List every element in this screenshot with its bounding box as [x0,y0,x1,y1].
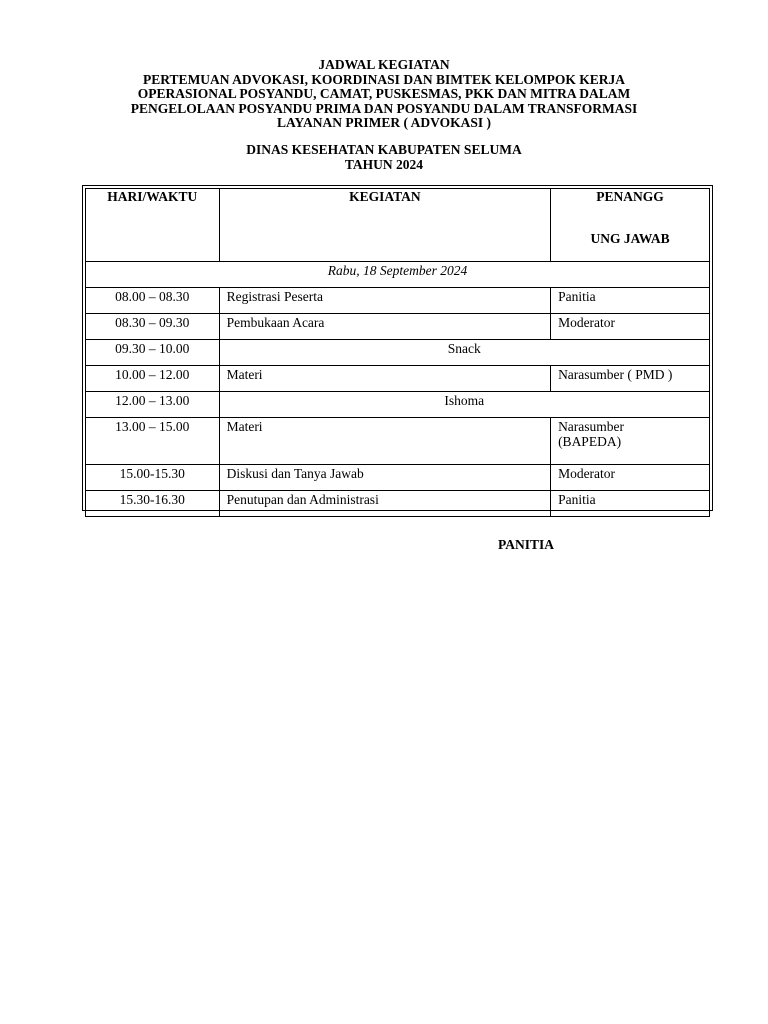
responsible-cell: Moderator [551,314,710,340]
header-responsible-part1: PENANGG [596,189,664,204]
date-row [86,262,710,288]
time-cell: 15.00-15.30 [86,465,220,491]
document-title [80,58,688,131]
header-responsible-part2: UNG JAWAB [590,231,670,246]
table-row [86,465,710,491]
activity-cell: Registrasi Peserta [219,288,550,314]
table-row [86,340,710,366]
time-cell: 08.30 – 09.30 [86,314,220,340]
activity-cell: Materi [219,366,550,392]
table-row [86,418,710,465]
title-line: OPERASIONAL POSYANDU, CAMAT, PUSKESMAS, PKK DAN MITRA DALAM [137,86,631,102]
activity-cell: Pembukaan Acara [219,314,550,340]
responsible-cell: Panitia [551,288,710,314]
responsible-cell: Panitia [551,491,710,517]
table-row [86,288,710,314]
header-activity: KEGIATAN [219,189,550,262]
time-cell: 10.00 – 12.00 [86,366,220,392]
responsible-line: Narasumber [558,419,625,434]
activity-cell: Ishoma [219,392,709,418]
responsible-cell: Narasumber ( PMD ) [551,366,710,392]
time-cell: 15.30-16.30 [86,491,220,517]
title-line: PERTEMUAN ADVOKASI, KOORDINASI DAN BIMTEK KELOMPOK KERJA [143,71,625,87]
table-header-row [86,189,710,262]
year-label: TAHUN 2024 [344,156,424,172]
table-row [86,366,710,392]
time-cell: 13.00 – 15.00 [86,418,220,465]
title-line: PENGELOLAAN POSYANDU PRIMA DAN POSYANDU DALAM TRANSFORMASI [130,100,638,116]
schedule-table [85,188,710,517]
header-responsible [551,189,710,262]
time-cell: 08.00 – 08.30 [86,288,220,314]
organization-block [80,143,688,172]
organization-name: DINAS KESEHATAN KABUPATEN SELUMA [246,142,522,157]
activity-cell: Diskusi dan Tanya Jawab [219,465,550,491]
time-cell: 12.00 – 13.00 [86,392,220,418]
responsible-cell [551,418,710,465]
activity-cell: Penutupan dan Administrasi [219,491,550,517]
schedule-table-frame [82,185,713,511]
date-cell: Rabu, 18 September 2024 [86,262,710,288]
responsible-line: (BAPEDA) [558,434,622,449]
responsible-cell: Moderator [551,465,710,491]
header-time: HARI/WAKTU [86,189,220,262]
table-row [86,314,710,340]
time-cell: 09.30 – 10.00 [86,340,220,366]
title-line: LAYANAN PRIMER ( ADVOKASI ) [276,115,491,131]
title-line: JADWAL KEGIATAN [318,57,450,72]
table-row [86,392,710,418]
signoff-committee: PANITIA [498,537,555,552]
table-row [86,491,710,517]
activity-cell: Materi [219,418,550,465]
activity-cell: Snack [219,340,709,366]
